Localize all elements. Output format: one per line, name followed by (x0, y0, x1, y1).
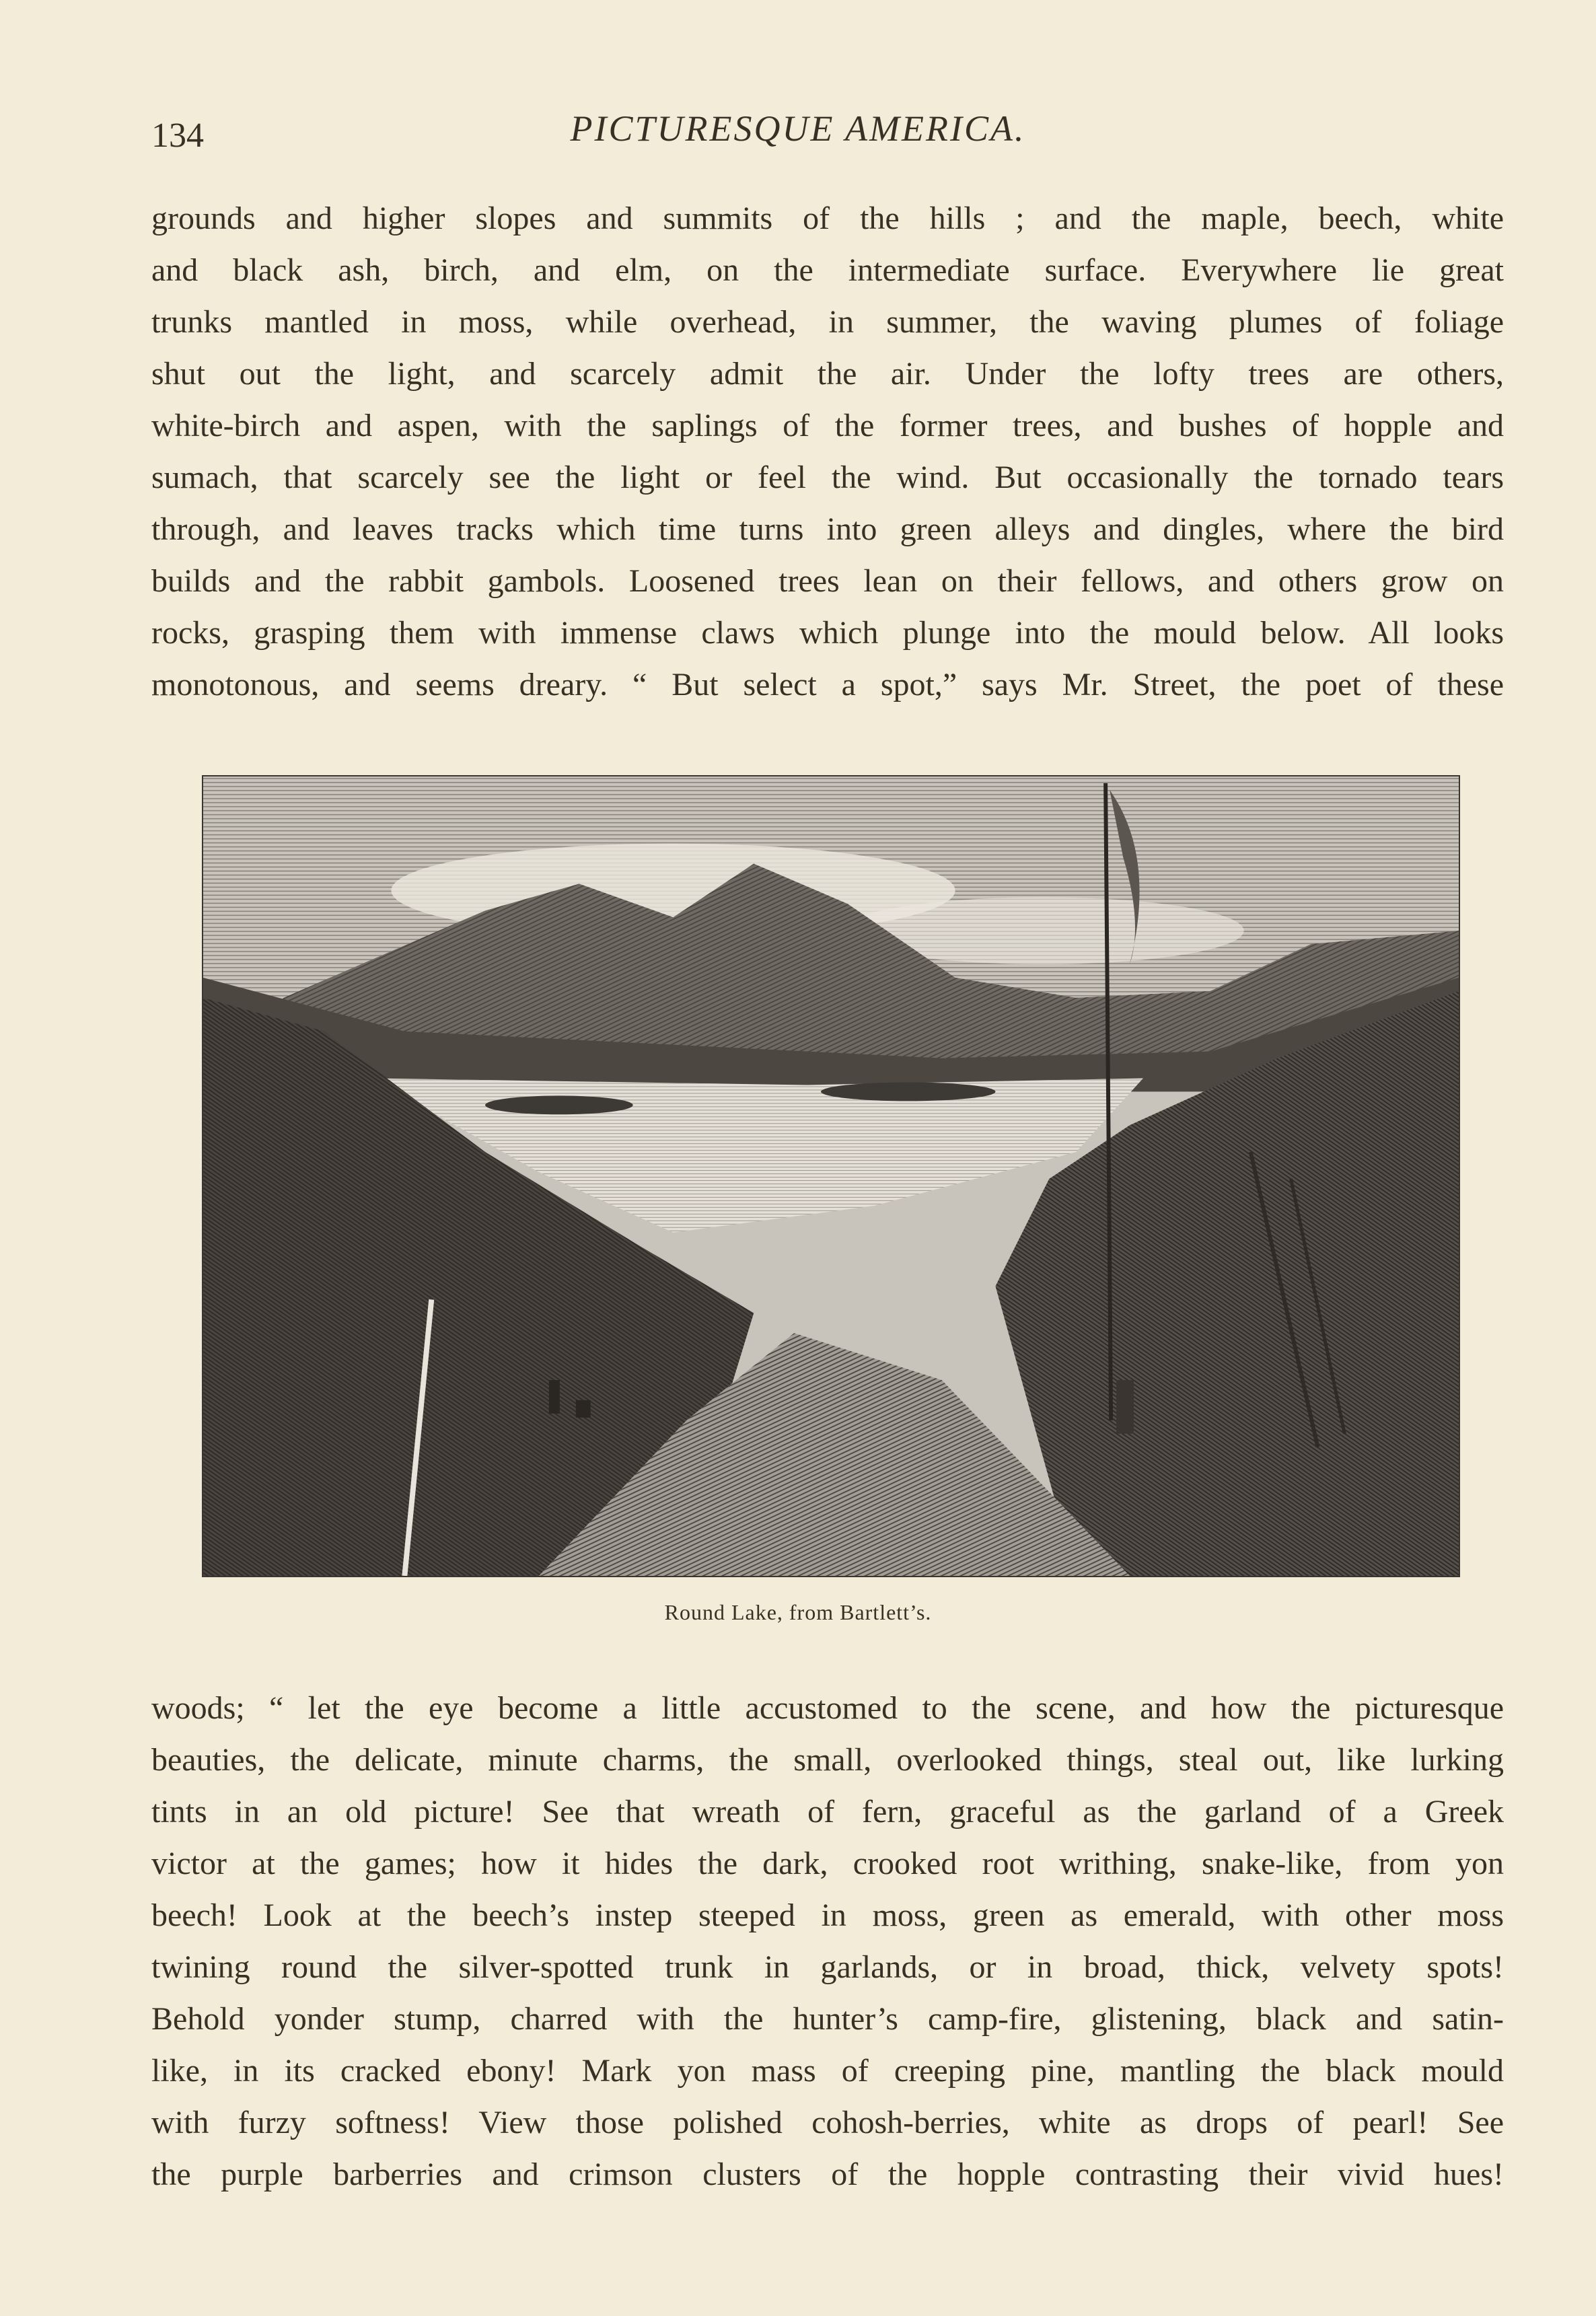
text-line: white-birch and aspen, with the saplings of the former trees, and bushes of hopple and (151, 408, 1504, 443)
text-line: Behold yonder stump, charred with the hunter’s camp-fire, glistening, black and satin- (151, 2001, 1504, 2037)
text-line: beauties, the delicate, minute charms, the small, overlooked things, steal out, like lurking (151, 1742, 1504, 1778)
text-line: victor at the games; how it hides the dark, crooked root writhing, snake-like, from yon (151, 1846, 1504, 1881)
text-line: twining round the silver-spotted trunk in garlands, or in broad, thick, velvety spots! (151, 1949, 1504, 1985)
illustration-caption: Round Lake, from Bartlett’s. (664, 1600, 932, 1624)
body-text-bottom (151, 1682, 1504, 2200)
text-line: woods; “ let the eye become a little accustomed to the scene, and how the picturesque (151, 1690, 1504, 1726)
text-line: beech! Look at the beech’s instep steeped in moss, green as emerald, with other moss (151, 1897, 1504, 1933)
body-text-top (151, 192, 1504, 711)
text-line: monotonous, and seems dreary. “ But select a spot,” says Mr. Street, the poet of these (151, 667, 1504, 702)
text-line: like, in its cracked ebony! Mark yon mass of creeping pine, mantling the black mould (151, 2053, 1504, 2089)
text-line: and black ash, birch, and elm, on the intermediate surface. Everywhere lie great (151, 252, 1504, 288)
text-line: rocks, grasping them with immense claws which plunge into the mould below. All looks (151, 615, 1504, 651)
engraving-illustration (202, 775, 1460, 1577)
text-line: through, and leaves tracks which time turns into green alleys and dingles, where the bird (151, 511, 1504, 547)
text-line: with furzy softness! View those polished cohosh-berries, white as drops of pearl! See (151, 2105, 1504, 2140)
text-line: the purple barberries and crimson clusters of the hopple contrasting their vivid hues! (151, 2157, 1504, 2192)
page-number: 134 (151, 116, 204, 155)
lake-mountain-engraving (203, 776, 1459, 1576)
text-line: tints in an old picture! See that wreath of fern, graceful as the garland of a Greek (151, 1794, 1504, 1830)
text-line: trunks mantled in moss, while overhead, in summer, the waving plumes of foliage (151, 304, 1504, 340)
running-title: PICTURESQUE AMERICA. (570, 108, 1026, 149)
text-line: sumach, that scarcely see the light or feel the wind. But occasionally the tornado tears (151, 460, 1504, 495)
text-line: shut out the light, and scarcely admit the air. Under the lofty trees are others, (151, 356, 1504, 392)
text-line: builds and the rabbit gambols. Loosened trees lean on their fellows, and others grow on (151, 563, 1504, 599)
text-line: grounds and higher slopes and summits of the hills ; and the maple, beech, white (151, 201, 1504, 236)
